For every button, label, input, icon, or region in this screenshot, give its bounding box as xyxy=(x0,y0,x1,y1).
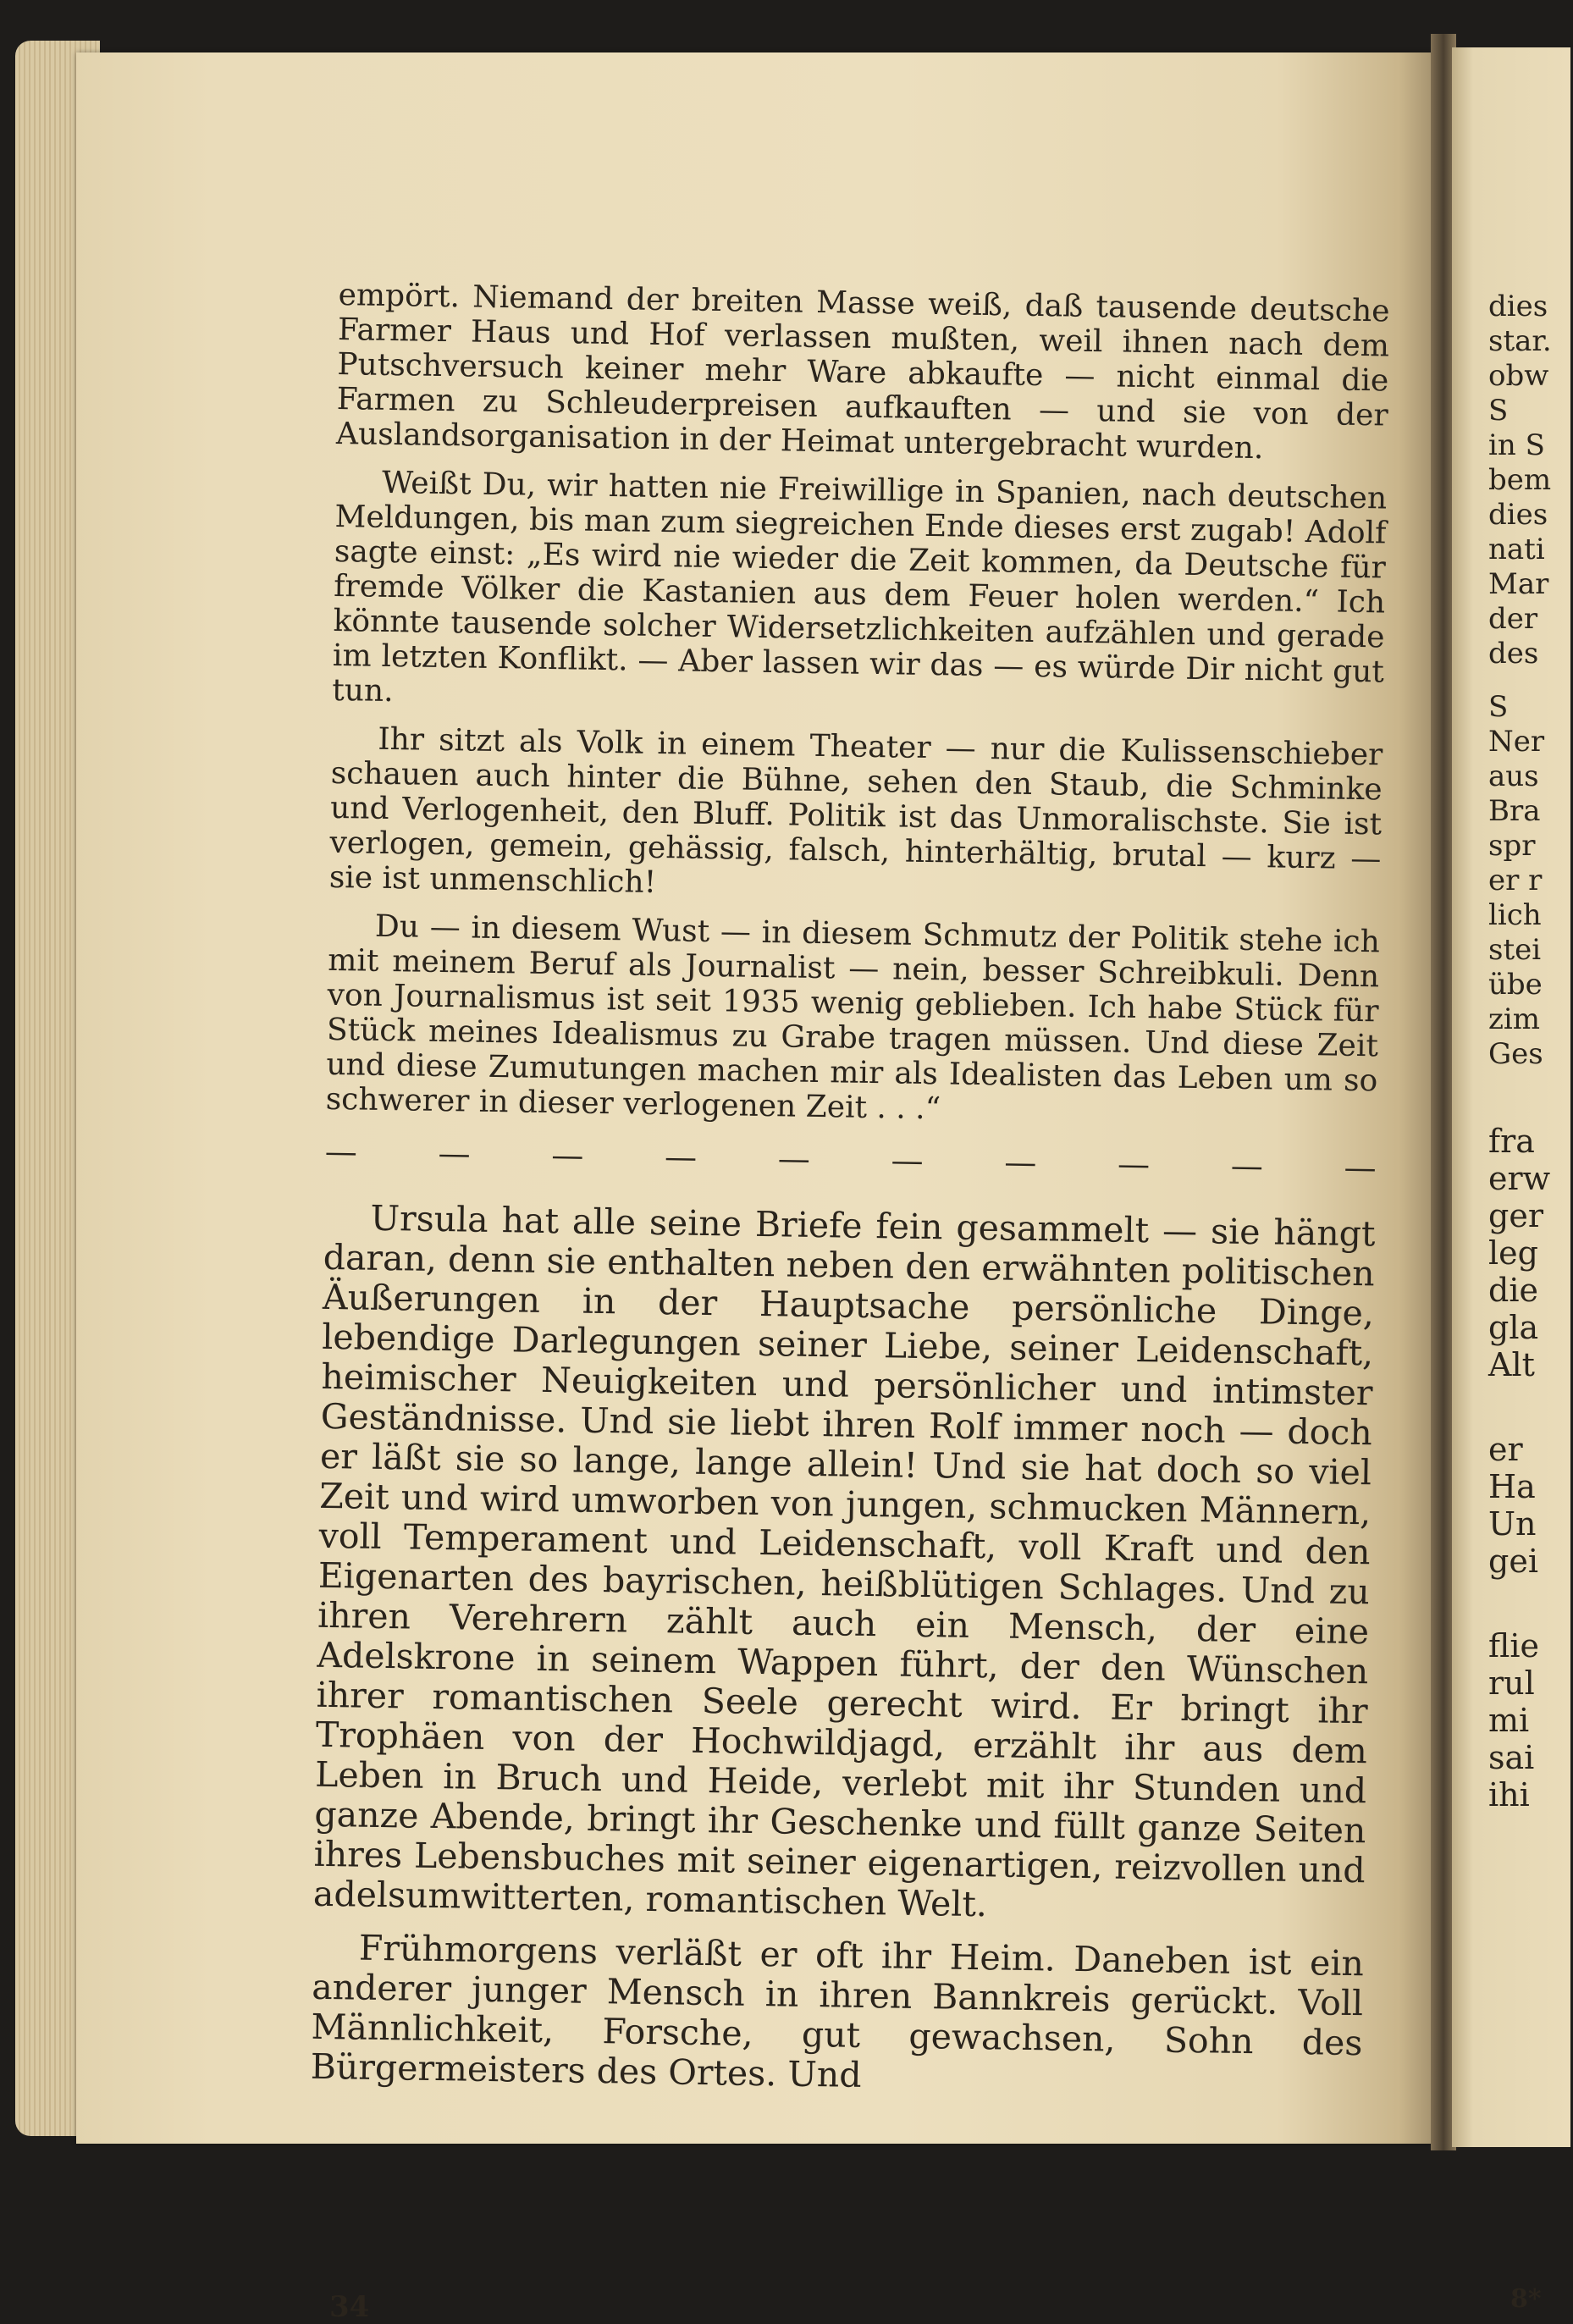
line-fragment: lich xyxy=(1488,898,1542,932)
line-fragment: dies xyxy=(1488,498,1548,532)
line-fragment: stei xyxy=(1488,933,1542,967)
line-fragment: ger xyxy=(1488,1197,1543,1234)
separator-dash: — xyxy=(324,1132,358,1171)
line-fragment: der xyxy=(1488,602,1538,636)
line-fragment: Ner xyxy=(1488,725,1545,759)
line-fragment: Ges xyxy=(1488,1037,1543,1071)
paragraph: Frühmorgens verläßt er oft ihr Heim. Daneben ist ein anderer junger Mensch in ihren Bannkreis gerückt. Voll Männlichkeit, Forsche, gut gewachsen, Sohn des Bürgermeisters des Ortes. Und xyxy=(310,1927,1365,2095)
line-fragment: flie xyxy=(1488,1627,1539,1664)
separator-dash: — xyxy=(777,1140,811,1178)
line-fragment: gla xyxy=(1488,1309,1539,1346)
line-fragment: erw xyxy=(1488,1160,1551,1197)
line-fragment: obw xyxy=(1488,359,1549,393)
separator-dash: — xyxy=(891,1141,924,1179)
next-page-fragments xyxy=(1488,290,1573,1813)
page-number: 34 xyxy=(329,2290,370,2324)
page-signature: 8* xyxy=(1510,2284,1542,2314)
section-separator xyxy=(324,1132,1377,1187)
line-fragment: dies xyxy=(1488,290,1548,323)
separator-dash: — xyxy=(664,1138,698,1176)
page-text xyxy=(310,278,1390,2117)
line-fragment: star. xyxy=(1488,324,1552,358)
line-fragment: aus xyxy=(1488,759,1539,793)
separator-dash: — xyxy=(1344,1148,1377,1187)
line-fragment: die xyxy=(1488,1272,1538,1309)
line-fragment: nati xyxy=(1488,533,1545,566)
separator-dash: — xyxy=(1003,1143,1037,1182)
line-fragment: Alt xyxy=(1488,1346,1535,1383)
separator-dash: — xyxy=(1230,1146,1264,1185)
line-fragment: Bra xyxy=(1488,794,1541,828)
line-fragment: S xyxy=(1488,690,1509,724)
line-fragment: in S xyxy=(1488,428,1545,462)
line-fragment: rul xyxy=(1488,1664,1535,1702)
line-fragment: bem xyxy=(1488,463,1552,497)
line-fragment: er xyxy=(1488,1431,1523,1468)
line-fragment: er r xyxy=(1488,864,1543,897)
separator-dash: — xyxy=(550,1136,584,1174)
line-fragment: leg xyxy=(1488,1234,1538,1272)
separator-dash: — xyxy=(1117,1145,1151,1184)
line-fragment: mi xyxy=(1488,1702,1530,1739)
line-fragment: zim xyxy=(1488,1002,1541,1036)
line-fragment: spr xyxy=(1488,829,1536,863)
paragraph: Weißt Du, wir hatten nie Freiwillige in Spanien, nach deutschen Meldungen, bis man zum siegreichen Ende dieses erst zugab! Adolf sagte einst: „Es wird nie wieder die Zeit kommen, da Deutsche für fremde Völker die Kastanien aus dem Feuer holen werden.“ Ich könnte tausende solcher Widersetzlichkeiten aufzählen und gerade im letzten Konflikt. — Aber lassen wir das — es würde Dir nicht gut tun. xyxy=(332,465,1388,709)
line-fragment: Mar xyxy=(1488,567,1549,601)
separator-dash: — xyxy=(438,1134,471,1173)
paragraph: Ihr sitzt als Volk in einem Theater — nur die Kulissenschieber schauen auch hinter die Bühne, sehen den Staub, die Schminke und Verlogenheit, den Bluff. Politik ist das Unmoralischste. Sie ist verlogen, gemein, gehässig, falsch, hinterhältig, brutal — kurz — sie ist unmenschlich! xyxy=(328,721,1383,900)
narrative-section xyxy=(310,1198,1375,2103)
line-fragment: sai xyxy=(1488,1739,1535,1776)
letter-excerpt xyxy=(325,278,1389,1133)
line-fragment: Un xyxy=(1488,1505,1537,1543)
line-fragment: S xyxy=(1488,394,1509,428)
paragraph: Du — in diesem Wust — in diesem Schmutz der Politik stehe ich mit meinem Beruf als Journalist — nein, besser Schreibkuli. Denn von Journalismus ist seit 1935 wenig geblieben. Ich habe Stück für Stück meines Idealismus zu Grabe tragen müssen. Und diese Zeit und diese Zumutungen machen mir als Idealisten das Leben um so schwerer in dieser verlogenen Zeit . . .“ xyxy=(325,908,1381,1127)
line-fragment: des xyxy=(1488,637,1539,671)
paragraph: Ursula hat alle seine Briefe fein gesammelt — sie hängt daran, denn sie enthalten neben den erwähnten politischen Äußerungen in der Hauptsache persönliche Dinge, lebendige Darlegungen seiner Liebe, seiner Leidenschaft, heimischer Neuigkeiten und persönlicher und intimster Geständnisse. Und sie liebt ihren Rolf immer noch — doch er läßt sie so lange, lange allein! Und sie hat doch so viel Zeit und wird umworben von jungen, schmucken Männern, voll Temperament und Leidenschaft, voll Kraft und den Eigenarten des bayrischen, heißblütigen Schlages. Und zu ihren Verehrern zählt auch ein Mensch, der eine Adelskrone in seinem Wappen führt, der den Wünschen ihrer romantischen Seele gerecht wird. Er bringt ihr Trophäen von der Hochwildjagd, erzählt ihr aus dem Leben in Bruch und Heide, verlebt mit ihr Stunden und ganze Abende, bringt ihr Geschenke und füllt ganze Seiten ihres Lebensbuches mit seiner eigenartigen, reizvollen und adelsumwitterten, romantischen Welt. xyxy=(312,1197,1376,1925)
line-fragment: übe xyxy=(1488,968,1543,1002)
line-fragment: Ha xyxy=(1488,1468,1536,1505)
line-fragment: gei xyxy=(1488,1543,1538,1580)
line-fragment: ihi xyxy=(1488,1776,1530,1813)
paragraph: empört. Niemand der breiten Masse weiß, daß tausende deutsche Farmer Haus und Hof verlassen mußten, weil ihnen nach dem Putschversuch keiner mehr Ware abkaufte — nicht einmal die Farmen zu Schleuderpreisen aufkauften — und sie von der Auslandsorganisation in der Heimat untergebracht wurden. xyxy=(335,278,1390,466)
line-fragment: fra xyxy=(1488,1123,1535,1160)
